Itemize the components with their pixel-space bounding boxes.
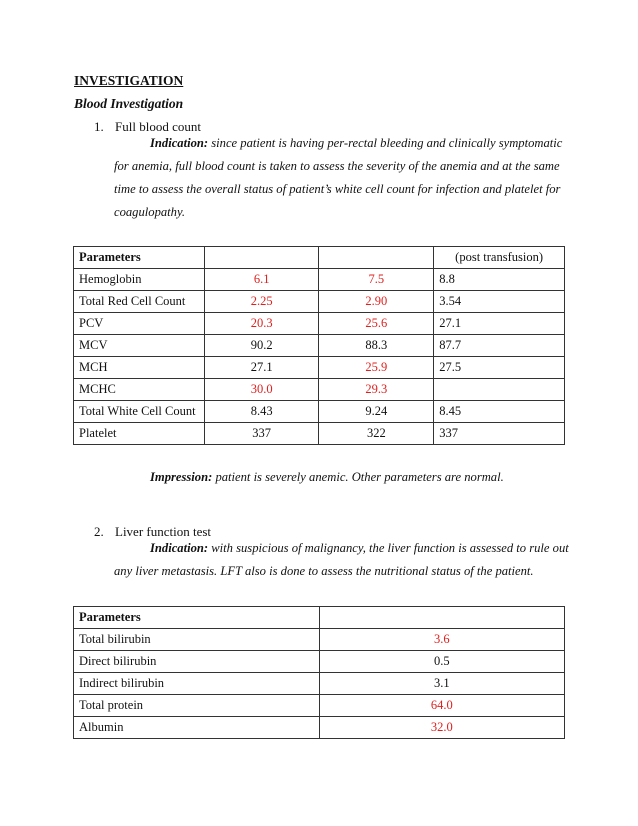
table-cell: 64.0	[319, 695, 564, 717]
table-cell: MCH	[74, 357, 205, 379]
table-row	[74, 651, 565, 673]
indication-text: for anemia, full blood count is taken to assess the severity of the anemia and at the same	[114, 159, 560, 173]
table-row	[74, 695, 565, 717]
table-cell: 2.90	[319, 291, 434, 313]
table-row	[74, 401, 565, 423]
table-row	[74, 629, 565, 651]
table-row	[74, 269, 565, 291]
table-row	[74, 423, 565, 445]
table-cell: 8.8	[434, 269, 565, 291]
section2-title-text: Liver function test	[115, 524, 212, 539]
table-cell: 9.24	[319, 401, 434, 423]
table-cell: Total Red Cell Count	[74, 291, 205, 313]
table-row	[74, 335, 565, 357]
table-header-row	[74, 247, 565, 269]
table-cell: 27.1	[204, 357, 319, 379]
table-cell: 29.3	[319, 379, 434, 401]
table-cell: 88.3	[319, 335, 434, 357]
table-cell: 25.6	[319, 313, 434, 335]
impression-label: Impression:	[150, 470, 213, 484]
table-header-cell	[319, 607, 564, 629]
table-cell: 20.3	[204, 313, 319, 335]
section1-title-text: Full blood count	[115, 119, 201, 134]
table-cell: 337	[434, 423, 565, 445]
table-cell: 6.1	[204, 269, 319, 291]
indication-text: time to assess the overall status of patient’s white cell count for infection and platelet for	[114, 182, 561, 196]
indication-text: with suspicious of malignancy, the liver function is assessed to rule out	[211, 541, 569, 555]
table-cell: 3.6	[319, 629, 564, 651]
section1-number: 1.	[94, 119, 104, 134]
indication-label: Indication:	[150, 136, 209, 150]
table-cell: 0.5	[319, 651, 564, 673]
table-row	[74, 673, 565, 695]
table-cell: 3.54	[434, 291, 565, 313]
section2-indication	[114, 537, 569, 583]
section1-indication	[114, 132, 566, 224]
table-cell: 27.1	[434, 313, 565, 335]
table-header-row	[74, 607, 565, 629]
table-cell: MCHC	[74, 379, 205, 401]
indication-text: since patient is having per-rectal bleeding and clinically symptomatic	[211, 136, 563, 150]
indication-label: Indication:	[150, 541, 209, 555]
table-row	[74, 291, 565, 313]
table-cell: 32.0	[319, 717, 564, 739]
indication-text: any liver metastasis. LFT also is done to assess the nutritional status of the patient.	[114, 564, 534, 578]
table-header-cell: Parameters	[74, 607, 320, 629]
table-cell: 8.43	[204, 401, 319, 423]
table-cell: 8.45	[434, 401, 565, 423]
table-cell: 3.1	[319, 673, 564, 695]
blood-investigation-subheading: Blood Investigation	[74, 96, 184, 111]
investigation-heading: INVESTIGATION	[74, 73, 184, 88]
table-cell: 2.25	[204, 291, 319, 313]
table-cell: Total protein	[74, 695, 320, 717]
table-header-cell: Parameters	[74, 247, 205, 269]
table-cell: 25.9	[319, 357, 434, 379]
table-cell: 90.2	[204, 335, 319, 357]
table-cell: 7.5	[319, 269, 434, 291]
table-row	[74, 717, 565, 739]
table-cell: 87.7	[434, 335, 565, 357]
table-cell: Total bilirubin	[74, 629, 320, 651]
table-cell	[434, 379, 565, 401]
table-cell: Direct bilirubin	[74, 651, 320, 673]
table-cell: 337	[204, 423, 319, 445]
table-cell: MCV	[74, 335, 205, 357]
table-header-cell: (post transfusion)	[434, 247, 565, 269]
table-cell: 322	[319, 423, 434, 445]
table-cell: PCV	[74, 313, 205, 335]
table-row	[74, 357, 565, 379]
impression-text: patient is severely anemic. Other parameters are normal.	[215, 470, 504, 484]
full-blood-count-table	[73, 246, 565, 445]
table-row	[74, 379, 565, 401]
liver-function-table	[73, 606, 565, 739]
table-cell: Albumin	[74, 717, 320, 739]
table-cell: 27.5	[434, 357, 565, 379]
table-cell: Indirect bilirubin	[74, 673, 320, 695]
table-row	[74, 313, 565, 335]
indication-text: coagulopathy.	[114, 205, 186, 219]
table-cell: Hemoglobin	[74, 269, 205, 291]
section2-number: 2.	[94, 524, 104, 539]
table-header-cell	[319, 247, 434, 269]
impression	[150, 466, 504, 489]
table-cell: 30.0	[204, 379, 319, 401]
table-header-cell	[204, 247, 319, 269]
table-cell: Platelet	[74, 423, 205, 445]
table-cell: Total White Cell Count	[74, 401, 205, 423]
